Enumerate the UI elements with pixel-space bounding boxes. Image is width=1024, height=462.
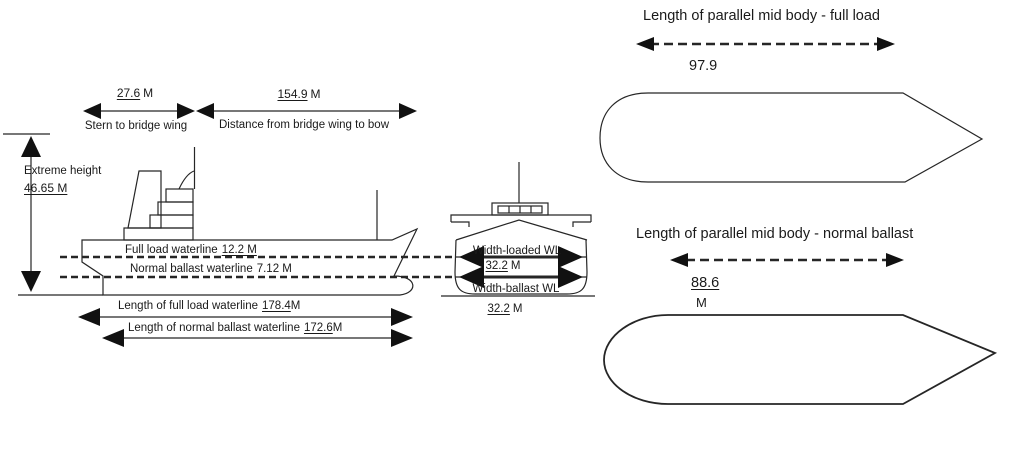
bridge-wing-left <box>451 222 469 227</box>
arrowhead-right-icon <box>886 253 904 267</box>
deckhouse-base <box>124 228 193 240</box>
arrowhead-right-icon <box>177 103 195 119</box>
bridge-step-3 <box>166 189 193 202</box>
width-ballast-label: Width-ballast WL <box>472 283 560 295</box>
plan-view-full-load <box>600 37 982 182</box>
parallel-midbody-ballast-title: Length of parallel mid body - normal ballast <box>636 226 914 242</box>
deck-camber <box>456 220 587 240</box>
arrowhead-right-icon <box>558 246 583 268</box>
length-normal-ballast-waterline-label: Length of normal ballast waterline 172.6M <box>128 322 343 334</box>
parallel-midbody-full-load-title: Length of parallel mid body - full load <box>643 8 880 24</box>
bridge-step-2 <box>158 202 193 215</box>
arrowhead-left-icon <box>83 103 101 119</box>
arrowhead-left-icon <box>102 329 124 347</box>
arrowhead-up-icon <box>21 136 41 157</box>
arrowhead-right-icon <box>399 103 417 119</box>
midship-cross-section <box>441 162 595 296</box>
hull-profile <box>82 229 417 295</box>
funnel <box>128 171 161 228</box>
hull-plan-ballast <box>604 315 995 404</box>
extreme-height-arrow <box>21 136 41 292</box>
arrowhead-left-icon <box>78 308 100 326</box>
reference-lines <box>3 134 103 295</box>
hull-plan-full-load <box>600 93 982 182</box>
stern-to-bridge-value: 27.6 M <box>116 86 154 100</box>
parallel-body-arrow-ballast <box>670 253 904 267</box>
bridge-step-1 <box>150 215 193 228</box>
arrowhead-left-icon <box>196 103 214 119</box>
parallel-midbody-ballast-unit-clipped: M <box>696 295 707 310</box>
arrowhead-right-icon <box>877 37 895 51</box>
width-loaded-value: 32.2 M <box>485 260 521 272</box>
arrowhead-left-icon <box>670 253 688 267</box>
parallel-midbody-ballast-value: 88.6 <box>691 275 720 291</box>
parallel-body-arrow-full-load <box>636 37 895 51</box>
extreme-height-label: Extreme height <box>24 165 102 177</box>
stern-to-bridge-arrow <box>83 103 195 119</box>
arrowhead-down-icon <box>21 271 41 292</box>
beam-value: 32.2 M <box>487 303 523 315</box>
width-loaded-label: Width-loaded WL <box>472 245 562 257</box>
bridge-to-bow-label: Distance from bridge wing to bow <box>218 119 390 131</box>
extreme-height-value: 46.65 M <box>24 181 68 195</box>
arrowhead-right-icon <box>558 266 583 288</box>
bridge-to-bow-arrow <box>196 103 417 119</box>
stern-to-bridge-label: Stern to bridge wing <box>84 120 188 132</box>
bridge-wing-right <box>573 222 591 227</box>
arrowhead-left-icon <box>636 37 654 51</box>
full-load-waterline-label: Full load waterline 12.2 M <box>125 244 257 256</box>
parallel-midbody-full-load-value: 97.9 <box>689 58 718 74</box>
arrowhead-right-icon <box>391 308 413 326</box>
length-full-load-waterline-label: Length of full load waterline 178.4M <box>118 300 301 312</box>
bridge-to-bow-value: 154.9 M <box>277 87 321 101</box>
normal-ballast-waterline-label: Normal ballast waterline 7.12 M <box>130 263 292 275</box>
plan-view-normal-ballast <box>604 253 995 404</box>
antenna-curve <box>179 171 194 189</box>
arrowhead-right-icon <box>391 329 413 347</box>
